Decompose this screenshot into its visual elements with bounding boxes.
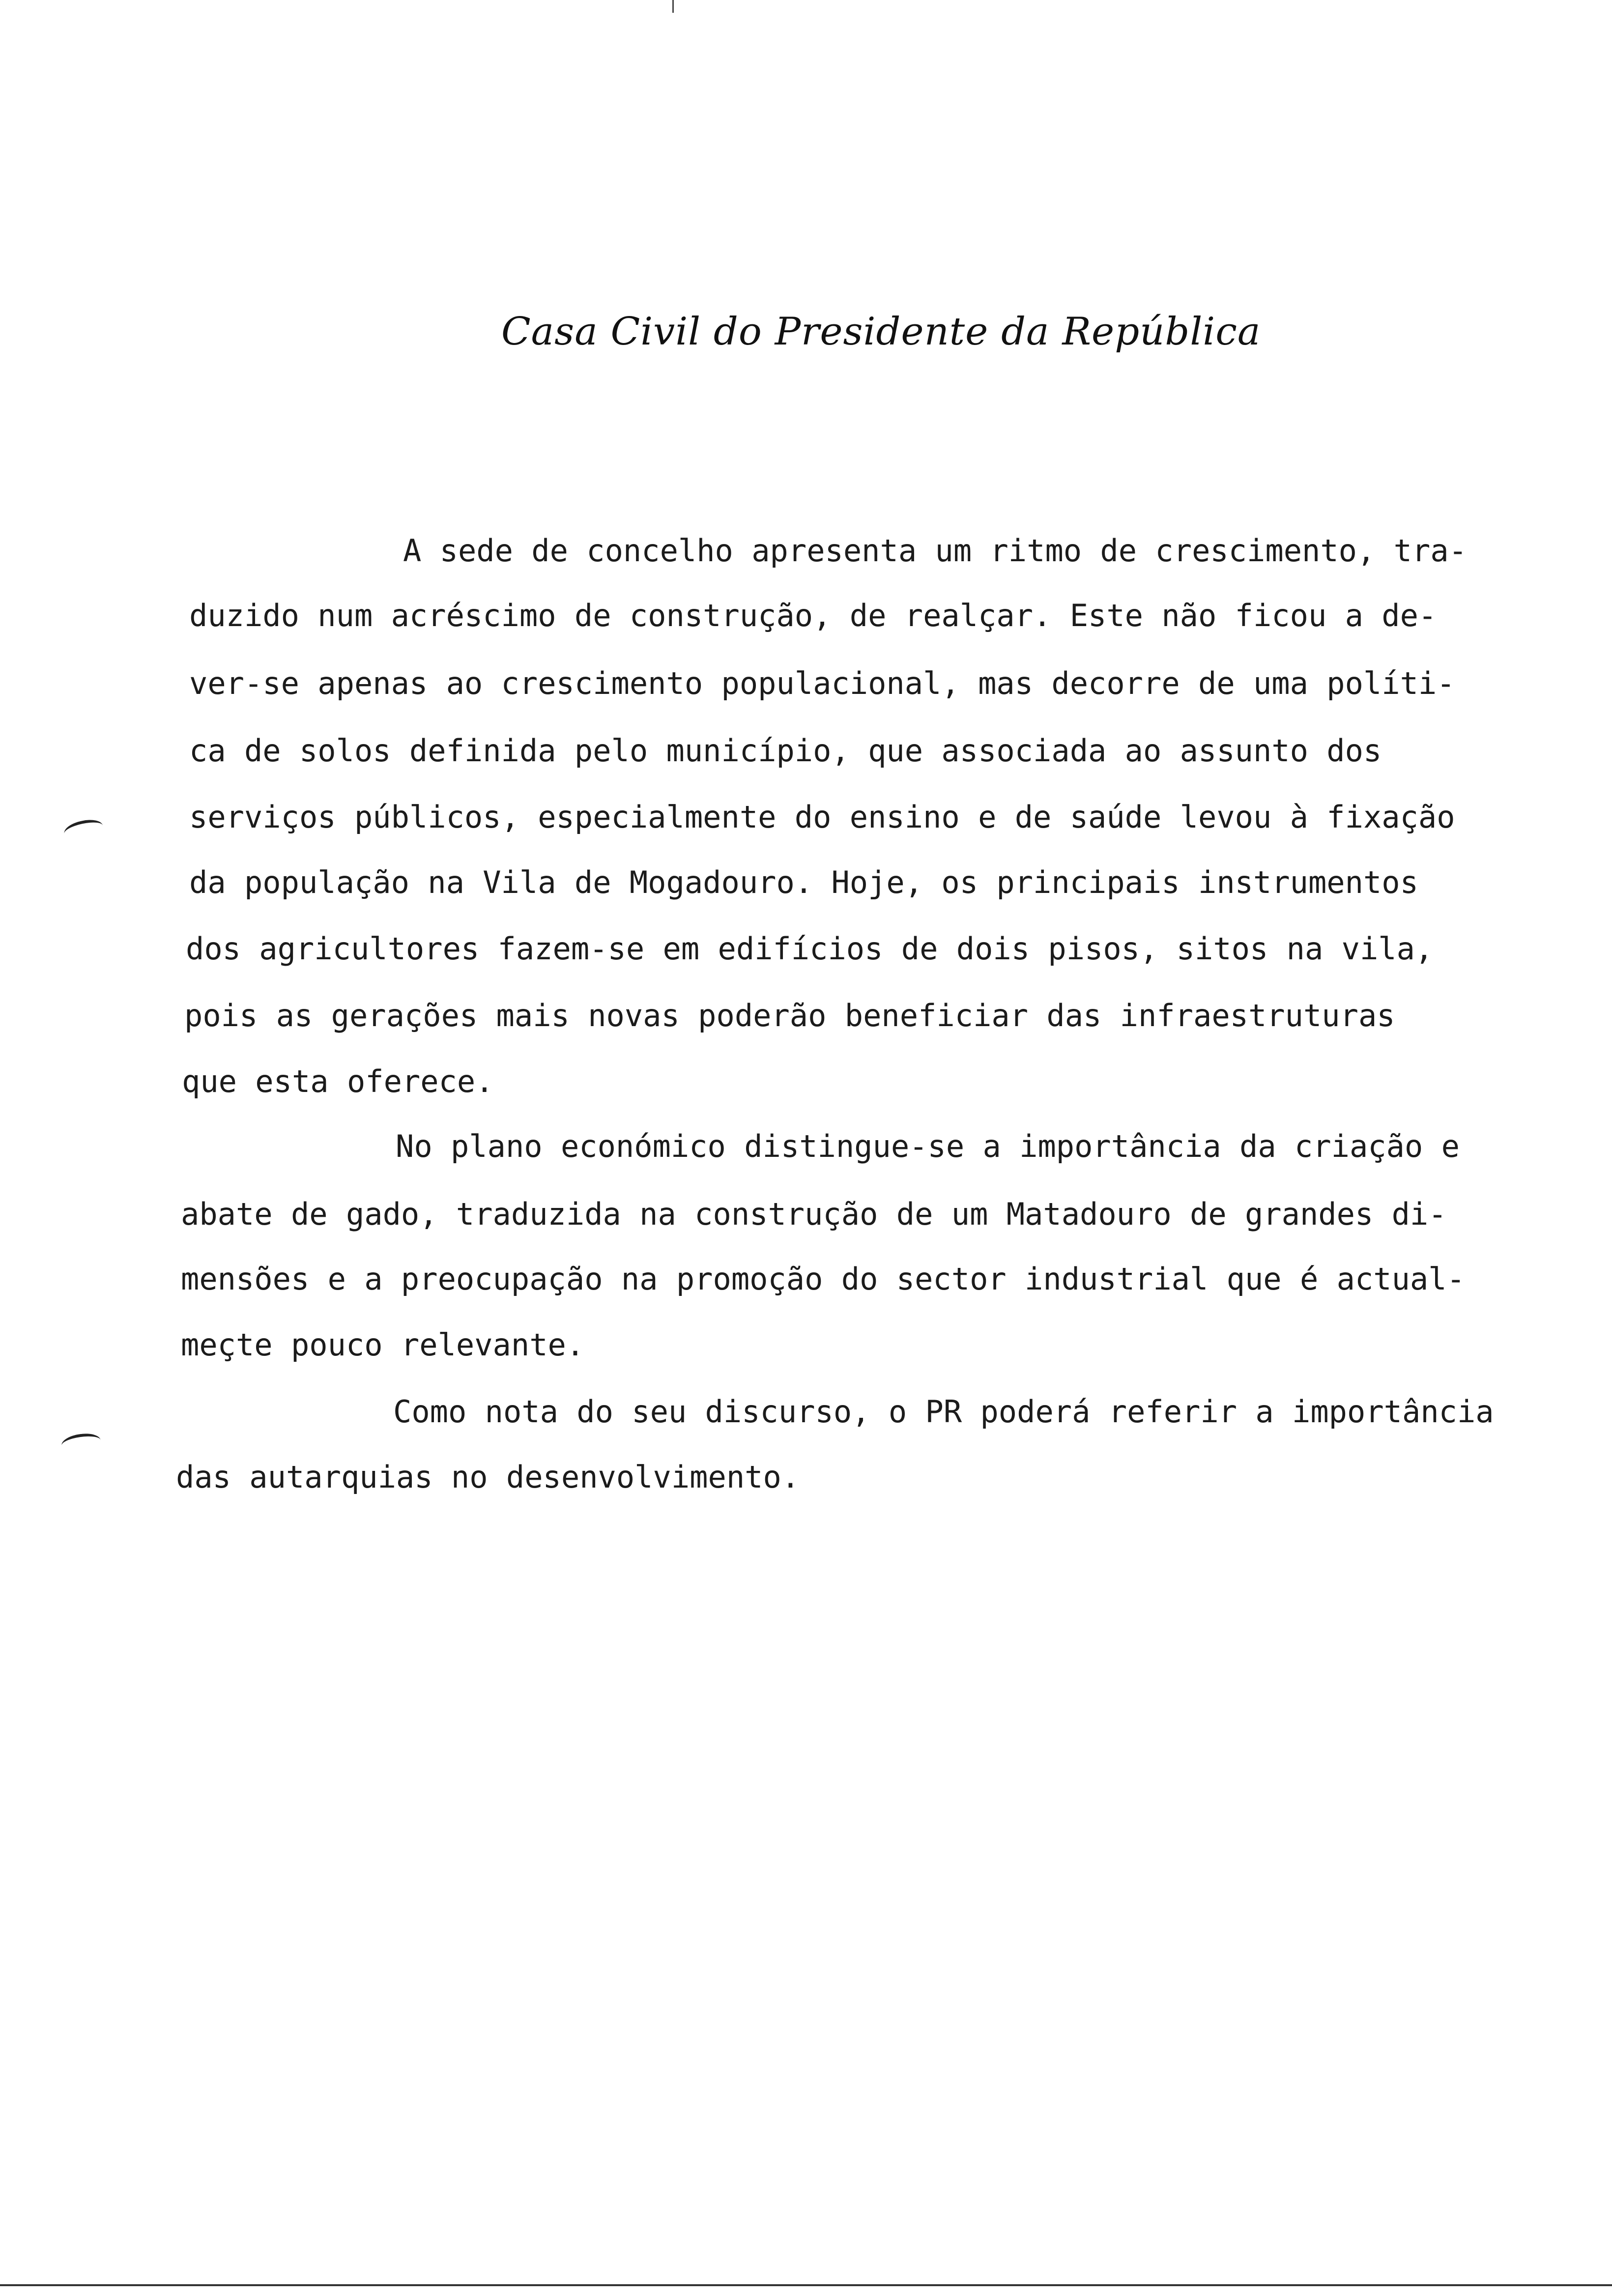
paragraph-1-line-7: dos agricultores fazem-se em edifícios de dois pisos, sitos na vila,: [186, 931, 1434, 967]
paragraph-3-line-1: Como nota do seu discurso, o PR poderá referir a importância: [393, 1394, 1494, 1430]
paragraph-3-line-2: das autarquias no desenvolvimento.: [176, 1459, 800, 1495]
paragraph-1-line-5: serviços públicos, especialmente do ensino e de saúde levou à fixação: [189, 799, 1455, 835]
page-bottom-edge: [0, 2284, 1612, 2286]
paragraph-1-line-1: A sede de concelho apresenta um ritmo de crescimento, tra-: [403, 533, 1467, 569]
paragraph-2-line-1: No plano económico distingue-se a importância da criação e: [396, 1128, 1460, 1164]
paragraph-1-line-8: pois as gerações mais novas poderão beneficiar das infraestruturas: [184, 998, 1395, 1033]
paragraph-2-line-4: meçte pouco relevante.: [181, 1327, 585, 1363]
paragraph-1-line-2: duzido num acréscimo de construção, de realçar. Este não ficou a de-: [189, 598, 1437, 633]
paragraph-2-line-2: abate de gado, traduzida na construção de um Matadouro de grandes di-: [181, 1196, 1447, 1232]
paragraph-1-line-3: ver-se apenas ao crescimento populacional, mas decorre de uma políti-: [189, 665, 1455, 701]
paragraph-1-line-9: que esta oferece.: [182, 1063, 494, 1099]
paragraph-2-line-3: mensões e a preocupação na promoção do sector industrial que é actual-: [181, 1261, 1465, 1297]
paragraph-1-line-4: ca de solos definida pelo município, que associada ao assunto dos: [189, 733, 1382, 769]
letterhead: Casa Civil do Presidente da República: [501, 310, 1261, 354]
paragraph-1-line-6: da população na Vila de Mogadouro. Hoje, os principais instrumentos: [189, 864, 1418, 900]
